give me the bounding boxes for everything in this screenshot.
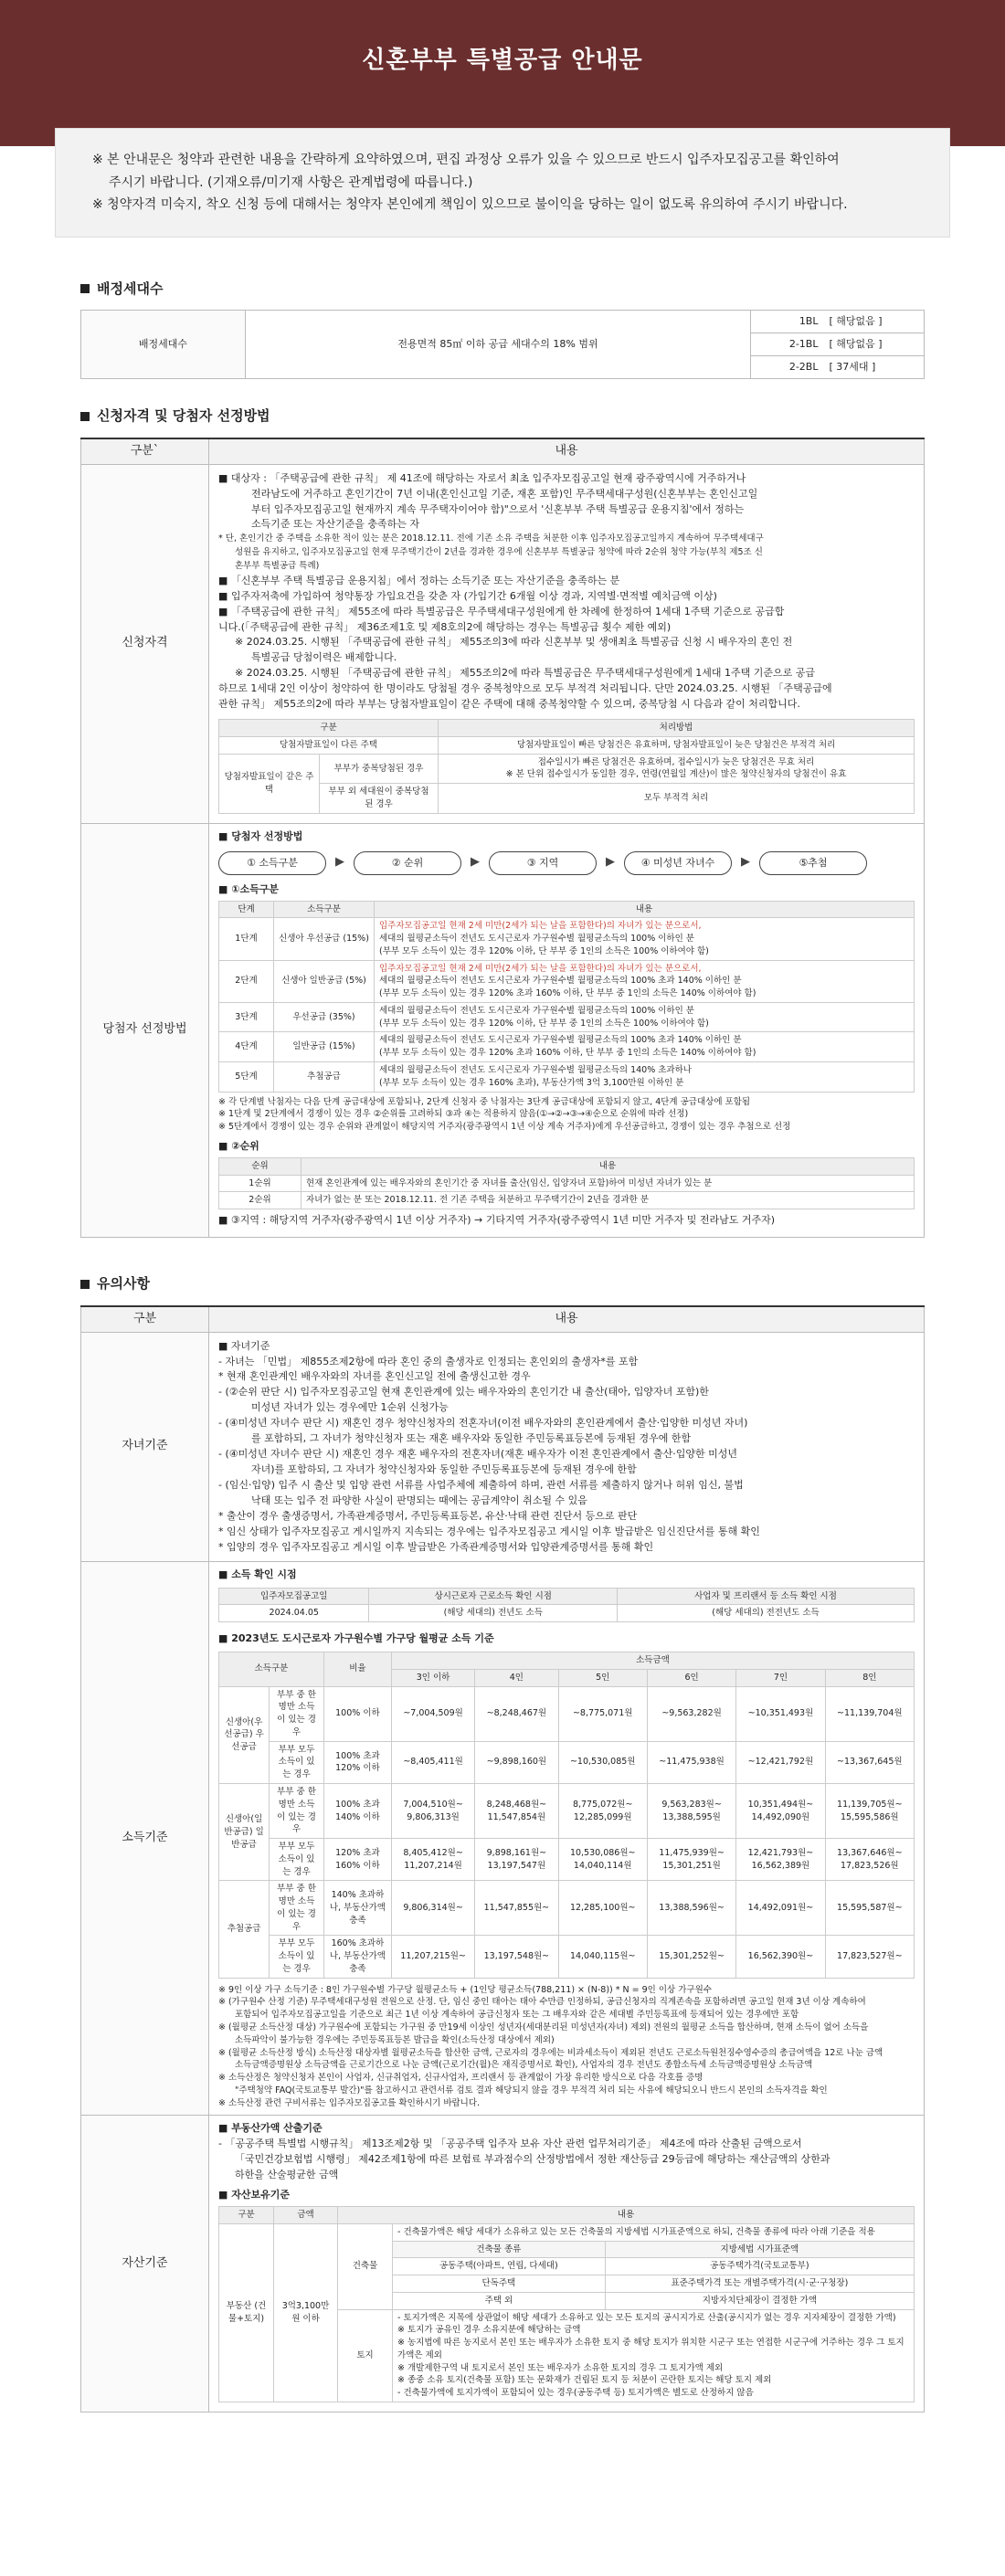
asset-header: 내용 bbox=[338, 2207, 915, 2224]
text-line: - (임신·입양) 입주 시 출산 및 입양 관련 서류를 사업주체에 제출하여 하며, 관련 서류를 제출하지 않거나 허위 임신, 불법 bbox=[218, 1479, 744, 1491]
income-value: ~11,475,938원 bbox=[647, 1741, 735, 1783]
text-line: 특별공급 당첨이력은 배제합니다. bbox=[251, 651, 397, 664]
note-line: ※ 9인 이상 가구 소득기준 : 8인 가구원수별 가구당 월평균소득 + (1인당 평균소득(788,211) × (N-8)) * N = 9인 이상 가구원수 bbox=[218, 1984, 712, 1995]
text-line: - 「공공주택 특별법 시행규칙」 제13조제2항 및 「공공주택 입주자 보유 자산 관련 업무처리기준」 제4조에 따라 산출된 금액으로서 bbox=[218, 2138, 802, 2150]
dup-text: ※ 본 단위 접수일시가 동일한 경우, 연령(연월일 계산)이 많은 청약신청자의 당첨건이 유효 bbox=[505, 769, 847, 780]
income-value: ~10,351,493원 bbox=[736, 1686, 825, 1741]
text-line: * 출산이 경우 출생증명서, 가족관계증명서, 주민등록표등본, 유산·낙태 관련 진단서 등으로 판단 bbox=[218, 1509, 638, 1522]
income-value: 13,367,646원~ 17,823,526원 bbox=[825, 1839, 914, 1881]
asset-cell: 부동산 (건물+토지) bbox=[219, 2223, 274, 2402]
income-value: 12,421,793원~ 16,562,389원 bbox=[736, 1839, 825, 1881]
step-income: ① 소득구분 bbox=[218, 851, 326, 875]
text-line: * 임신 상태가 입주자모집공고 게시일까지 지속되는 경우에는 입주자모집공고 게시일 이후 발급받은 임신진단서를 통해 확인 bbox=[218, 1525, 760, 1537]
income-pct: 100% 초과 120% 이하 bbox=[323, 1741, 391, 1783]
desc-text: 세대의 월평균소득이 전년도 도시근로자 가구원수별 월평균소득의 100% 초과 140% 이하인 분 bbox=[379, 1035, 742, 1046]
rank-table bbox=[218, 1157, 915, 1209]
income-value: ~8,405,411원 bbox=[391, 1741, 474, 1783]
income-base-table bbox=[218, 1588, 915, 1623]
text-line: 「국민건강보험법 시행령」 제42조제1항에 따른 보험료 부과점수의 산정방법에서 정한 재산등급 29등급에 해당하는 재산금액의 상한과 bbox=[235, 2153, 830, 2166]
supply-section bbox=[80, 280, 925, 2413]
income-value: 11,139,705원~ 15,595,586원 bbox=[825, 1783, 914, 1838]
col-header: 구분 bbox=[81, 1306, 209, 1332]
subsection-title: ■ ①소득구분 bbox=[218, 882, 280, 895]
supply-block: 2-1BL bbox=[751, 333, 824, 356]
income-value: ~11,139,704원 bbox=[825, 1686, 914, 1741]
asset-cell: 지방자치단체장이 결정한 가액 bbox=[605, 2292, 914, 2309]
text-line: 성원을 유지하고, 입주자모집공고일 현재 무주택기간이 2년을 경과한 경우에 신혼부부 특별공급 청약에 따라 2순위 청약 가능(부칙 제5조 신 bbox=[235, 547, 763, 558]
income-sub: 부부 중 한명만 소득이 있는 경우 bbox=[270, 1686, 324, 1741]
income-value: 8,248,468원~ 11,547,854원 bbox=[475, 1783, 558, 1838]
selection-steps bbox=[218, 851, 915, 875]
income-value: 15,301,252원~ bbox=[647, 1936, 735, 1978]
arrow-right-icon: ▶ bbox=[741, 855, 750, 870]
text-line: ■ 「신혼부부 주택 특별공급 운용지침」에서 정하는 소득기준 또는 자산기준을 충족하는 분 bbox=[218, 574, 620, 586]
type-cell: 신생아 일반공급 (5%) bbox=[274, 960, 375, 1002]
supply-value: [ 37세대 ] bbox=[824, 356, 925, 379]
text-line: - (④미성년 자녀수 판단 시) 재혼인 경우 청약신청자의 전혼자녀(이전 배우자와의 혼인관계에서 출산·입양한 미성년 자녀) bbox=[218, 1417, 748, 1430]
note-line: ※ 각 단계별 낙첨자는 다음 단계 공급대상에 포함되나, 2단계 신청자 중 낙첨자는 3단계 공급대상에 포함되지 않고, 4단계 공급대상에 포함됨 bbox=[218, 1096, 751, 1107]
income-sub: 부부 모두 소득이 있는 경우 bbox=[270, 1839, 324, 1881]
income-value: 11,207,215원~ bbox=[391, 1936, 474, 1978]
asset-cell: 건축물 bbox=[338, 2223, 393, 2309]
land-line: - 건축물가액에 토지가액이 포함되어 있는 경우(공동주택 등) 토지가액은 별도로 산정하지 않음 bbox=[397, 2388, 754, 2399]
asset-cell: 지방세법 시가표준액 bbox=[605, 2241, 914, 2258]
row-label: 신청자격 bbox=[81, 464, 209, 823]
children-content bbox=[209, 1332, 925, 1561]
income-value: 8,405,412원~ 11,207,214원 bbox=[391, 1839, 474, 1881]
row-label: 자산기준 bbox=[81, 2116, 209, 2412]
text-line: 를 포함하되, 그 자녀가 청약신청자 또는 재혼 배우자와 동일한 주민등록표등본에 등재된 경우에 한함 bbox=[251, 1432, 692, 1445]
row-label: 자녀기준 bbox=[81, 1332, 209, 1561]
text-line: ※ 2024.03.25. 시행된 「주택공급에 관한 규칙」 제55조의3에 따라 신혼부부 및 생애최초 특별공급 신청 시 배우자의 혼인 전 bbox=[235, 636, 793, 649]
income-pct: 100% 이하 bbox=[323, 1686, 391, 1741]
income-value: 9,806,314원~ bbox=[391, 1881, 474, 1936]
dup-cell bbox=[439, 754, 915, 784]
notice-line: 주시기 바랍니다. (기재오류/미기재 사항은 관계법령에 따릅니다.) bbox=[109, 174, 473, 190]
desc-cell bbox=[375, 960, 915, 1002]
income-value: ~9,563,282원 bbox=[647, 1686, 735, 1741]
income-pct: 160% 초과하나, 부동산가액 충족 bbox=[323, 1936, 391, 1978]
income-value: 8,775,072원~ 12,285,099원 bbox=[558, 1783, 647, 1838]
income-value: ~8,775,071원 bbox=[558, 1686, 647, 1741]
asset-header: 구분 bbox=[219, 2207, 274, 2224]
stage-cell: 5단계 bbox=[219, 1061, 274, 1092]
type-cell: 신생아 우선공급 (15%) bbox=[274, 918, 375, 960]
text-line: 자녀)를 포함하되, 그 자녀가 청약신청자와 동일한 주민등록표등본에 등재된 경우에 한함 bbox=[251, 1463, 637, 1476]
desc-cell bbox=[375, 1061, 915, 1092]
stage-cell: 4단계 bbox=[219, 1032, 274, 1062]
land-line: ※ 농지법에 따른 농지로서 본인 또는 배우자가 소유한 토지 중 해당 토지가 위치한 시군구 또는 연접한 시군구에 거주하는 경우 그 토지가액은 제외 bbox=[397, 2338, 904, 2360]
base-header: 입주자모집공고일 bbox=[219, 1588, 369, 1605]
income-value: ~9,898,160원 bbox=[475, 1741, 558, 1783]
notice-box bbox=[55, 128, 950, 238]
income-sub: 부부 모두 소득이 있는 경우 bbox=[270, 1936, 324, 1978]
col-header: 내용 bbox=[209, 438, 925, 464]
rank-text: 자녀가 없는 분 또는 2018.12.11. 전 기존 주택을 처분하고 무주택기간이 2년을 경과한 분 bbox=[302, 1192, 915, 1209]
inc-col: 7인 bbox=[736, 1669, 825, 1686]
income-amount-table bbox=[218, 1652, 915, 1979]
income-sub: 부부 중 한명만 소득이 있는 경우 bbox=[270, 1881, 324, 1936]
type-cell: 우선공급 (35%) bbox=[274, 1002, 375, 1032]
note-line: 포함되어 입주자모집공고일을 기준으로 최근 1년 이상 계속하여 공급신청자 또는 그 배우자와 같은 세대별 주민등록표에 등재되어 있는 경우에만 포함 bbox=[235, 2010, 799, 2021]
desc-cell bbox=[375, 1002, 915, 1032]
duplicate-table bbox=[218, 719, 915, 814]
qualification-table bbox=[80, 438, 925, 1238]
type-cell: 추첨공급 bbox=[274, 1061, 375, 1092]
subsection-title: ■ 당첨자 선정방법 bbox=[218, 829, 303, 842]
dup-text: 접수일시가 빠른 당첨건은 유효하며, 접수일시가 늦은 당첨건은 무효 처리 bbox=[537, 756, 815, 767]
desc-text: (부부 모두 소득이 있는 경우 120% 이하, 단 부부 중 1인의 소득은 100% 이하여야 함) bbox=[379, 1018, 709, 1029]
income-value: 16,562,390원~ bbox=[736, 1936, 825, 1978]
income-value: 13,388,596원~ bbox=[647, 1881, 735, 1936]
step-region: ③ 지역 bbox=[489, 851, 597, 875]
inc-header: 비율 bbox=[323, 1652, 391, 1687]
income-pct: 100% 초과 140% 이하 bbox=[323, 1783, 391, 1838]
text-line: ■ 입주자저축에 가입하여 청약통장 가입요건을 갖춘 자 (가입기간 6개월 이상 경과, 지역별·면적별 예치금액 이상) bbox=[218, 589, 717, 602]
income-value: ~13,367,645원 bbox=[825, 1741, 914, 1783]
inc-header: 소득금액 bbox=[391, 1652, 914, 1670]
income-value: 15,595,587원~ bbox=[825, 1881, 914, 1936]
dup-cell: 부부가 중복당첨된 경우 bbox=[320, 754, 439, 784]
selection-content bbox=[209, 823, 925, 1237]
text-line: * 현재 혼인관계인 배우자와의 자녀를 혼인신고일 전에 출생신고한 경우 bbox=[218, 1370, 531, 1383]
inc-col: 6인 bbox=[647, 1669, 735, 1686]
notice-line: ※ 본 안내문은 청약과 관련한 내용을 간략하게 요약하였으며, 편집 과정상 오류가 있을 수 있으므로 반드시 입주자모집공고를 확인하여 bbox=[92, 153, 840, 167]
desc-cell bbox=[375, 918, 915, 960]
base-cell: (해당 세대의) 전전년도 소득 bbox=[618, 1605, 915, 1622]
caution-table bbox=[80, 1305, 925, 2412]
note-line: ※ (월평균 소득산정 방식) 소득산정 대상자별 월평균소득을 합산한 금액, 근로자의 경우에는 비과세소득이 제외된 전년도 근로소득원천징수영수증의 총급여액을 12로 나눈 금액 bbox=[218, 2047, 883, 2058]
dup-cell: 당첨자발표일이 다른 주택 bbox=[219, 736, 439, 754]
step-children: ④ 미성년 자녀수 bbox=[624, 851, 732, 875]
col-header: 구분` bbox=[81, 438, 209, 464]
asset-content bbox=[209, 2116, 925, 2412]
qualification-content bbox=[209, 464, 925, 823]
desc-text: (부부 모두 소득이 있는 경우 120% 이하, 단 부부 중 1인의 소득은 100% 이하여야 함) bbox=[379, 945, 709, 956]
income-value: ~7,004,509원 bbox=[391, 1686, 474, 1741]
section-title bbox=[80, 1274, 925, 1294]
income-header: 단계 bbox=[219, 901, 274, 918]
desc-text: (부부 모두 소득이 있는 경우 160% 초과), 부동산가액 3억 3,100만원 이하인 분 bbox=[379, 1077, 684, 1088]
asset-land-cell bbox=[393, 2309, 915, 2402]
income-value: 9,563,283원~ 13,388,595원 bbox=[647, 1783, 735, 1838]
section-title bbox=[80, 406, 925, 427]
text-line: 니다.(「주택공급에 관한 규칙」 제36조제1호 및 제8호의2에 해당하는 경우는 특별공급 횟수 제한 예외) bbox=[218, 620, 672, 633]
land-line: ※ 종중 소유 토지(건축물 포함) 또는 문화재가 건립된 토지 등 처분이 곤란한 토지는 해당 토지 제외 bbox=[397, 2375, 772, 2386]
rank-header: 순위 bbox=[219, 1157, 302, 1175]
text-line: 낙태 또는 입주 전 파양한 사실이 판명되는 때에는 공급계약이 취소될 수 있음 bbox=[251, 1494, 587, 1506]
income-pct: 140% 초과하나, 부동산가액 충족 bbox=[323, 1881, 391, 1936]
supply-table bbox=[80, 310, 925, 379]
notice-line: ※ 청약자격 미숙지, 착오 신청 등에 대해서는 청약자 본인에게 책임이 있으므로 불이익을 당하는 일이 없도록 유의하여 주시기 바랍니다. bbox=[92, 197, 848, 212]
desc-text: 세대의 월평균소득이 전년도 도시근로자 가구원수별 월평균소득의 100% 초과 140% 이하인 분 bbox=[379, 976, 742, 987]
income-sub: 부부 모두 소득이 있는 경우 bbox=[270, 1741, 324, 1783]
desc-cell bbox=[375, 1032, 915, 1062]
note-line: ※ (월평균 소득산정 대상) 가구원수에 포함되는 가구원 중 만19세 이상인 성년자(세대분리된 미성년자(자녀) 제외) 전원의 월평균 소득을 합산하며, 현재 소득이 없어 소득을 bbox=[218, 2022, 869, 2032]
dup-cell: 당첨자발표일이 같은 주택 bbox=[219, 754, 320, 813]
inc-col: 8인 bbox=[825, 1669, 914, 1686]
step-rank: ② 순위 bbox=[354, 851, 461, 875]
income-pct: 120% 초과 160% 이하 bbox=[323, 1839, 391, 1881]
row-label: 소득기준 bbox=[81, 1561, 209, 2116]
asset-cell: 표준주택가격 또는 개별주택가격(시·군·구청장) bbox=[605, 2275, 914, 2293]
income-value: 13,197,548원~ bbox=[475, 1936, 558, 1978]
text-line: ※ 2024.03.25. 시행된 「주택공급에 관한 규칙」 제55조의2에 따라 특별공급은 무주택세대구성원에게 1세대 1주택 기준으로 공급 bbox=[235, 667, 816, 680]
text-line: ■ 대상자 : 「주택공급에 관한 규칙」 제 41조에 해당하는 자로서 최초 입주자모집공고일 현재 광주광역시에 거주하거나 bbox=[218, 471, 746, 484]
income-value: 10,351,494원~ 14,492,090원 bbox=[736, 1783, 825, 1838]
inc-header: 소득구분 bbox=[219, 1652, 324, 1687]
income-value: 14,040,115원~ bbox=[558, 1936, 647, 1978]
income-group: 추첨공급 bbox=[219, 1881, 270, 1978]
income-value: 14,492,091원~ bbox=[736, 1881, 825, 1936]
stage-cell: 2단계 bbox=[219, 960, 274, 1002]
text-line: ■ 자녀기준 bbox=[218, 1339, 270, 1352]
dup-cell: 부부 외 세대원이 중복당첨된 경우 bbox=[320, 784, 439, 814]
text-line: 미성년 자녀가 있는 경우에만 1순위 신청가능 bbox=[251, 1401, 449, 1414]
note-line: ※ 5단계에서 경쟁이 있는 경우 순위와 관계없이 해당지역 거주자(광주광역시 1년 이상 계속 거주자)에게 우선공급하고, 경쟁이 있는 경우 추첨으로 선정 bbox=[218, 1122, 791, 1133]
supply-block: 1BL bbox=[751, 311, 824, 333]
text-line: 소득기준 또는 자산기준을 충족하는 자 bbox=[251, 518, 420, 531]
square-bullet-icon bbox=[80, 1280, 90, 1289]
note-line: "주택청약 FAQ(국토교통부 발간)"를 참고하시고 관련서류 검토 결과 해당되지 않을 경우 부적격 처리 되는 사유에 해당되오니 반드시 본인의 소득자격을 확인 bbox=[235, 2085, 828, 2096]
subsection-title: ■ 2023년도 도시근로자 가구원수별 가구당 월평균 소득 기준 bbox=[218, 1632, 494, 1645]
caution-title: 유의사항 bbox=[97, 1274, 150, 1292]
type-cell: 일반공급 (15%) bbox=[274, 1032, 375, 1062]
page-title: 신혼부부 특별공급 안내문 bbox=[362, 47, 643, 75]
asset-cell: 건축물 종류 bbox=[393, 2241, 606, 2258]
income-value: ~10,530,085원 bbox=[558, 1741, 647, 1783]
asset-cell: - 건축물가액은 해당 세대가 소유하고 있는 모든 건축물의 지방세법 시가표준액으로 하되, 건축물 종류에 따라 아래 기준을 적용 bbox=[393, 2223, 915, 2241]
header-bar bbox=[0, 0, 1005, 146]
rank-cell: 2순위 bbox=[219, 1192, 302, 1209]
inc-col: 5인 bbox=[558, 1669, 647, 1686]
subsection-title: ■ 부동산가액 산출기준 bbox=[218, 2122, 323, 2135]
col-header: 내용 bbox=[209, 1306, 925, 1332]
rank-header: 내용 bbox=[302, 1157, 915, 1175]
supply-value: [ 해당없음 ] bbox=[824, 311, 925, 333]
income-group: 신생아(우선공급) 우선공급 bbox=[219, 1686, 270, 1783]
arrow-right-icon: ▶ bbox=[471, 855, 480, 870]
subsection-title: ■ 자산보유기준 bbox=[218, 2189, 290, 2201]
income-value: ~12,421,792원 bbox=[736, 1741, 825, 1783]
inc-col: 3인 이하 bbox=[391, 1669, 474, 1686]
subsection-title: ■ 소득 확인 시점 bbox=[218, 1568, 297, 1580]
dup-cell: 당첨자발표일이 빠른 당첨건은 유효하며, 당첨자발표일이 늦은 당첨건은 부적격 처리 bbox=[439, 736, 915, 754]
income-row bbox=[219, 1741, 915, 1783]
supply-value: [ 해당없음 ] bbox=[824, 333, 925, 356]
desc-text: 세대의 월평균소득이 전년도 도시근로자 가구원수별 월평균소득의 100% 이하인 분 bbox=[379, 934, 694, 945]
text-line: 하한을 산술평균한 금액 bbox=[235, 2169, 339, 2181]
square-bullet-icon bbox=[80, 284, 90, 293]
stage-cell: 1단계 bbox=[219, 918, 274, 960]
text-line: ■ 「주택공급에 관한 규칙」 제55조에 따라 특별공급은 무주택세대구성원에게 한 차례에 한정하여 1세대 1주택 기준으로 공급합 bbox=[218, 605, 785, 618]
desc-text: (부부 모두 소득이 있는 경우 120% 초과 160% 이하, 단 부부 중 1인의 소득은 140% 이하여야 함) bbox=[379, 1048, 756, 1059]
supply-scope: 전용면적 85㎡ 이하 공급 세대수의 18% 범위 bbox=[246, 311, 751, 379]
income-sub: 부부 중 한명만 소득이 있는 경우 bbox=[270, 1783, 324, 1838]
region-line: ■ ③지역 : 해당지역 거주자(광주광역시 1년 이상 거주자) → 기타지역 거주자(광주광역시 1년 미만 거주자 및 전라남도 거주자) bbox=[218, 1214, 776, 1227]
land-line: ※ 토지가 공유인 경우 소유지분에 해당하는 금액 bbox=[397, 2325, 581, 2336]
income-value: 10,530,086원~ 14,040,114원 bbox=[558, 1839, 647, 1881]
arrow-right-icon: ▶ bbox=[606, 855, 615, 870]
supply-title: 배정세대수 bbox=[97, 280, 164, 297]
land-line: ※ 개발제한구역 내 토지로서 본인 또는 배우자가 소유한 토지의 경우 그 토지가액 제외 bbox=[397, 2362, 724, 2373]
text-line: 관한 규칙」 제55조의2에 따라 부부는 당첨자발표일이 같은 주택에 대해 중복청약할 수 있으며, 중복당첨 시 다음과 같이 처리합니다. bbox=[218, 698, 800, 711]
income-value: 7,004,510원~ 9,806,313원 bbox=[391, 1783, 474, 1838]
base-header: 사업자 및 프리랜서 등 소득 확인 시점 bbox=[618, 1588, 915, 1605]
qualification-title: 신청자격 및 당첨자 선정방법 bbox=[97, 407, 270, 425]
text-line: 전라남도에 거주하고 혼인기간이 7년 이내(혼인신고일 기준, 재혼 포함)인 무주택세대구성원(신혼부부는 혼인신고일 bbox=[251, 487, 758, 500]
base-cell: 2024.04.05 bbox=[219, 1605, 369, 1622]
base-header: 상시근로자 근로소득 확인 시점 bbox=[369, 1588, 618, 1605]
income-group: 신생아(일반공급) 일반공급 bbox=[219, 1783, 270, 1880]
income-stage-table bbox=[218, 901, 915, 1093]
desc-text: (부부 모두 소득이 있는 경우 120% 초과 160% 이하, 단 부부 중 1인의 소득은 140% 이하여야 함) bbox=[379, 988, 756, 999]
stage-cell: 3단계 bbox=[219, 1002, 274, 1032]
text-line: * 입양의 경우 입주자모집공고 게시일 이후 발급받은 가족관계증명서와 입양관계증명서를 통해 확인 bbox=[218, 1540, 654, 1553]
income-value: 9,898,161원~ 13,197,547원 bbox=[475, 1839, 558, 1881]
income-value: 17,823,527원~ bbox=[825, 1936, 914, 1978]
desc-text: 세대의 월평균소득이 전년도 도시근로자 가구원수별 월평균소득의 100% 이하인 분 bbox=[379, 1005, 694, 1016]
income-row bbox=[219, 1839, 915, 1881]
row-label: 당첨자 선정방법 bbox=[81, 823, 209, 1237]
step-lottery: ⑤추첨 bbox=[759, 851, 867, 875]
desc-highlight: 입주자모집공고일 현재 2세 미만(2세가 되는 날을 포함한다)의 자녀가 있는 분으로서, bbox=[379, 963, 702, 974]
supply-block: 2-2BL bbox=[751, 356, 824, 379]
inc-col: 4인 bbox=[475, 1669, 558, 1686]
text-line: 혼부부 특별공급 특례) bbox=[235, 560, 320, 571]
desc-highlight: 입주자모집공고일 현재 2세 미만(2세가 되는 날을 포함한다)의 자녀가 있는 분으로서, bbox=[379, 921, 702, 932]
income-value: ~8,248,467원 bbox=[475, 1686, 558, 1741]
asset-cell: 공동주택(아파트, 연립, 다세대) bbox=[393, 2258, 606, 2275]
land-line: - 토지가액은 지목에 상관없이 해당 세대가 소유하고 있는 모든 토지의 공시지가로 산출(공시지가 없는 경우 지자체장이 결정한 가액) bbox=[397, 2312, 896, 2323]
supply-label: 배정세대수 bbox=[81, 311, 246, 379]
income-value: 11,475,939원~ 15,301,251원 bbox=[647, 1839, 735, 1881]
income-row bbox=[219, 1783, 915, 1838]
note-line: ※ 소득산정은 청약신청자 본인이 사업자, 신규취업자, 신규사업자, 프리랜서 등 관계없이 가장 유리한 방식으로 다음 각호를 증명 bbox=[218, 2073, 704, 2084]
income-value: 12,285,100원~ bbox=[558, 1881, 647, 1936]
subsection-title: ■ ②순위 bbox=[218, 1139, 259, 1152]
section-title bbox=[80, 280, 925, 300]
text-line: 하므로 1세대 2인 이상이 청약하여 한 명이라도 당첨될 경우 중복청약으로 모두 부적격 처리됩니다. 단만 2024.03.25. 시행된 「주택공급에 bbox=[218, 682, 832, 695]
text-line: 부터 입주자모집공고일 현재까지 계속 무주택자이어야 함)"으로서 '신혼부부 주택 특별공급 운용지침'에서 정하는 bbox=[251, 502, 745, 515]
income-value: 11,547,855원~ bbox=[475, 1881, 558, 1936]
square-bullet-icon bbox=[80, 412, 90, 421]
text-line: * 단, 혼인기간 중 주택을 소유한 적이 있는 분은 2018.12.11. 전에 기존 소유 주택을 처분한 이후 입주자모집공고일까지 계속하여 무주택세대구 bbox=[218, 533, 764, 544]
note-line: 소득금액증명원상 소득금액을 근로기간으로 나눈 금액(근로기간(월)은 재직증명서로 확인), 사업자의 경우 전년도 종합소득세 소득금액증명원상 소득금액 bbox=[235, 2060, 813, 2071]
asset-cell: 토지 bbox=[338, 2309, 393, 2402]
asset-cell: 주택 외 bbox=[393, 2292, 606, 2309]
arrow-right-icon: ▶ bbox=[335, 855, 344, 870]
income-header: 소득구분 bbox=[274, 901, 375, 918]
note-line: ※ 소득산정 관련 구비서류는 입주자모집공고를 확인하시기 바랍니다. bbox=[218, 2097, 481, 2108]
asset-cell: 3억3,100만원 이하 bbox=[274, 2223, 338, 2402]
note-line: ※ (가구원수 산정 기준) 무주택세대구성원 전원으로 산정. 단, 임신 중인 태아는 태아 수만큼 인정하되, 공급신청자의 직계존속을 포함하려면 공고일 현재 3년 이상 계속하여 bbox=[218, 1997, 866, 2008]
text-line: - (④미성년 자녀수 판단 시) 재혼인 경우 재혼 배우자의 전혼자녀(재혼 배우자가 이전 혼인관계에서 출산·입양한 미성년 bbox=[218, 1448, 737, 1461]
dup-cell: 모두 부적격 처리 bbox=[439, 784, 915, 814]
desc-text: 세대의 월평균소득이 전년도 도시근로자 가구원수별 월평균소득의 140% 초과하나 bbox=[379, 1064, 692, 1075]
income-row bbox=[219, 1686, 915, 1741]
text-line: - 자녀는 「민법」 제855조제2항에 따라 혼인 중의 출생자로 인정되는 혼인외의 출생자*를 포함 bbox=[218, 1355, 639, 1367]
rank-text: 현재 혼인관계에 있는 배우자와의 혼인기간 중 자녀를 출산(임신, 입양자녀 포함)하여 미성년 자녀가 있는 분 bbox=[302, 1175, 915, 1192]
text-line: - (②순위 판단 시) 입주자모집공고일 현재 혼인관계에 있는 배우자와의 혼인기간 내 출산(태아, 입양자녀 포함)한 bbox=[218, 1386, 709, 1399]
dup-header: 구분 bbox=[219, 720, 439, 737]
rank-cell: 1순위 bbox=[219, 1175, 302, 1192]
income-header: 내용 bbox=[375, 901, 915, 918]
note-line: ※ 1단계 및 2단계에서 경쟁이 있는 경우 ②순위를 고려하되 ③과 ④는 적용하지 않음(①→②→③→④순으로 순위에 따라 선정) bbox=[218, 1109, 689, 1120]
income-content bbox=[209, 1561, 925, 2116]
base-cell: (해당 세대의) 전년도 소득 bbox=[369, 1605, 618, 1622]
dup-header: 처리방법 bbox=[439, 720, 915, 737]
asset-cell: 단독주택 bbox=[393, 2275, 606, 2293]
asset-cell: 공동주택가격(국토교통부) bbox=[605, 2258, 914, 2275]
note-line: 소득파악이 불가능한 경우에는 주민등록표등본 발급을 확인(소득산정 대상에서 제외) bbox=[235, 2034, 555, 2045]
asset-table bbox=[218, 2206, 915, 2402]
income-row bbox=[219, 1936, 915, 1978]
asset-header: 금액 bbox=[274, 2207, 338, 2224]
income-row bbox=[219, 1881, 915, 1936]
